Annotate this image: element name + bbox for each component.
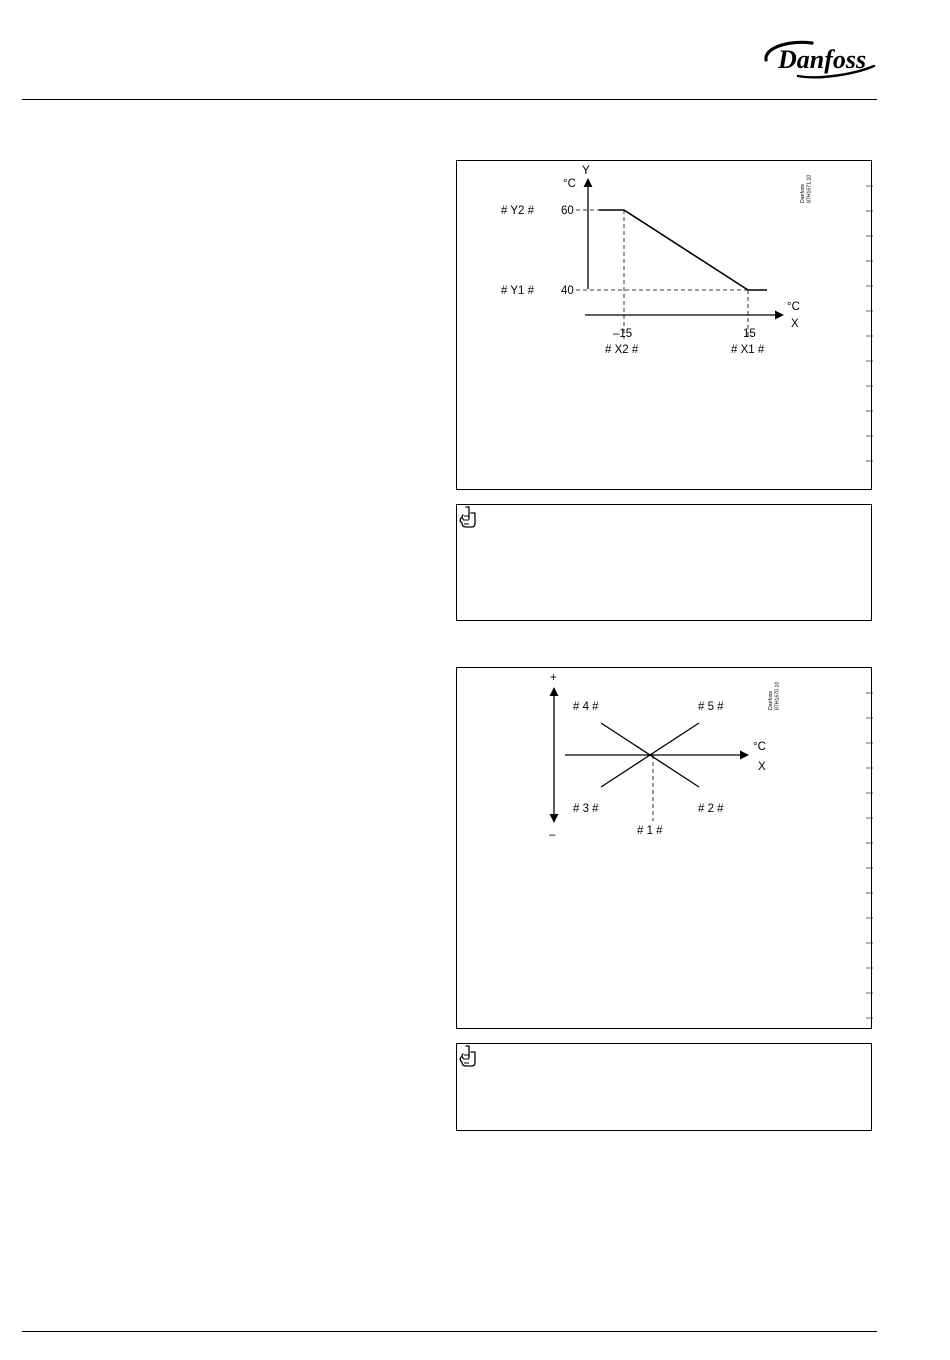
figure-1-frame xyxy=(456,160,872,490)
svg-text:Danfoss: Danfoss xyxy=(768,690,774,710)
figure-2-frame xyxy=(456,667,872,1029)
x-unit: °C xyxy=(787,301,800,313)
svg-text:Danfoss: Danfoss xyxy=(800,183,806,203)
point-1-label: # 1 # xyxy=(637,825,663,837)
figure-1-chart xyxy=(457,161,873,491)
y-axis-name: Y xyxy=(582,165,590,177)
header-rule xyxy=(22,99,877,100)
footer-rule xyxy=(22,1331,877,1332)
y2-param-label: # Y2 # xyxy=(501,205,535,217)
frame-scale-ticks xyxy=(866,186,873,461)
y1-param-label: # Y1 # xyxy=(501,285,535,297)
minus-sign: – xyxy=(549,829,556,841)
svg-text:87H1670.10: 87H1670.10 xyxy=(774,681,781,710)
note-box-2 xyxy=(456,1043,872,1131)
x-axis-name: X xyxy=(758,761,766,773)
y1-tick-label: 40 xyxy=(561,285,574,297)
x-unit: °C xyxy=(753,741,766,753)
note-box-1 xyxy=(456,504,872,621)
series-curve xyxy=(599,210,767,290)
drawing-code xyxy=(800,175,813,203)
point-3-label: # 3 # xyxy=(573,803,599,815)
x1-tick-label: 15 xyxy=(743,328,756,340)
y-unit: °C xyxy=(563,178,576,190)
x2-param-label: # X2 # xyxy=(605,344,639,356)
x2-tick-label: –15 xyxy=(613,328,633,340)
y2-tick-label: 60 xyxy=(561,205,574,217)
figure-2-chart xyxy=(457,668,873,1030)
guide-lines xyxy=(576,210,748,339)
drawing-code xyxy=(768,682,781,710)
danfoss-logo xyxy=(760,36,878,82)
x1-param-label: # X1 # xyxy=(731,344,765,356)
logo-wordmark: Danfoss xyxy=(778,45,867,74)
point-4-label: # 4 # xyxy=(573,701,599,713)
svg-text:87H1671.10: 87H1671.10 xyxy=(806,174,813,203)
x-axis-name: X xyxy=(791,318,799,330)
pointing-hand-icon xyxy=(457,505,479,529)
frame-scale-ticks xyxy=(866,693,873,1018)
pointing-hand-icon xyxy=(457,1044,479,1068)
point-5-label: # 5 # xyxy=(698,701,724,713)
point-2-label: # 2 # xyxy=(698,803,724,815)
plus-sign: + xyxy=(550,672,557,684)
